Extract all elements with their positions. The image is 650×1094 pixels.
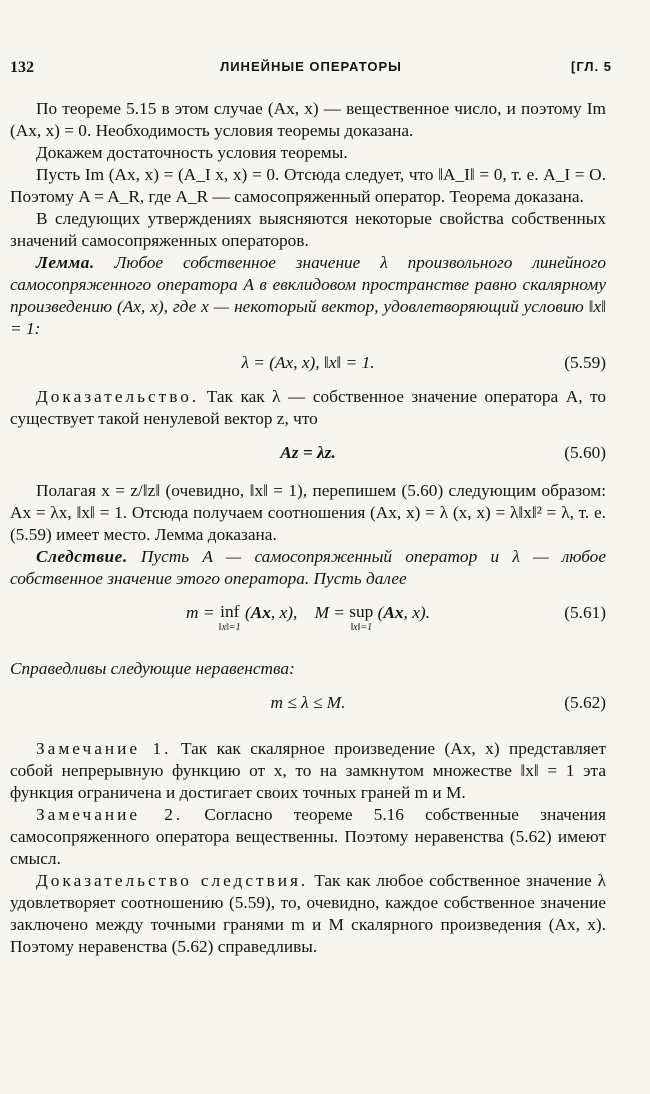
running-header [10, 57, 612, 79]
corollary-proof-text: Так как любое собственное значение λ удовлетворяет соотношению (5.59), то, очевидно, каждое собственное значение заключено между точными гранями m и M скалярного произведения (Ax, x). Поэтому неравенства (5.62) справедливы. [10, 871, 607, 956]
corollary-proof-label: Доказательство следствия. [36, 871, 309, 890]
lemma-label: Лемма. [36, 253, 95, 272]
equation-5-61 [10, 602, 606, 646]
remark-2 [10, 804, 606, 870]
corollary-label: Следствие. [36, 547, 128, 566]
remark-2-label: Замечание 2. [36, 805, 184, 824]
equation-5-62 [10, 692, 606, 714]
paragraph-4: В следующих утверждениях выясняются некоторые свойства собственных значений самосопряженных операторов. [10, 209, 606, 250]
running-title: ЛИНЕЙНЫЕ ОПЕРАТОРЫ [220, 59, 402, 74]
proof-text: Так как λ — собственное значение оператора A, то существует такой ненулевой вектор z, что [10, 387, 606, 428]
remark-1-text: Так как скалярное произведение (Ax, x) представляет собой непрерывную функцию от x, то на замкнутом множестве ‖x‖ = 1 эта функция ограничена и достигает своих точных граней m и M. [10, 739, 606, 802]
lemma-proof [10, 386, 606, 430]
corollary [10, 546, 606, 590]
corollary-text: Пусть A — самосопряженный оператор и λ — любое собственное значение этого оператора. Пусть далее [10, 547, 606, 588]
page-number: 132 [10, 59, 34, 76]
equation-formula: Az = λz. [280, 443, 336, 462]
proof-label: Доказательство. [36, 387, 200, 406]
equation-formula: m = inf ‖x‖=1 (Ax, x), M = sup ‖x‖=1 (Ax, x). [186, 602, 430, 633]
equation-5-60 [10, 442, 606, 464]
paragraph-3: Пусть Im (Ax, x) = (A_I x, x) = 0. Отсюда следует, что ‖A_I‖ = 0, т. е. A_I = O. Поэтому A = A_R, где A_R — самосопряженный оператор. Теорема доказана. [10, 165, 606, 206]
lemma [10, 252, 606, 340]
remark-1-label: Замечание 1. [36, 739, 172, 758]
remark-1 [10, 738, 606, 804]
equation-number: (5.62) [564, 693, 606, 712]
sup-subscript: ‖x‖=1 [350, 622, 373, 633]
chapter-marker: [ГЛ. 5 [571, 59, 612, 74]
corollary-proof [10, 870, 606, 958]
page-body [10, 98, 606, 958]
equation-number: (5.60) [564, 443, 606, 462]
paragraph-1: По теореме 5.15 в этом случае (Ax, x) — вещественное число, и поэтому Im (Ax, x) = 0. Необходимость условия теоремы доказана. [10, 99, 606, 140]
inf-subscript: ‖x‖=1 [218, 622, 241, 633]
equation-formula: λ = (Ax, x), ‖x‖ = 1. [241, 353, 375, 372]
equation-formula: m ≤ λ ≤ M. [270, 693, 346, 712]
equation-number: (5.59) [564, 353, 606, 372]
paragraph-2: Докажем достаточность условия теоремы. [36, 143, 348, 162]
equation-5-59 [10, 352, 606, 374]
paragraph-after-5-60: Полагая x = z/‖z‖ (очевидно, ‖x‖ = 1), перепишем (5.60) следующим образом: Ax = λx, ‖x‖ = 1. Отсюда получаем соотношения (Ax, x) = λ (x, x) = λ‖x‖² = λ, т. е. (5.59) имеет место. Лемма доказана. [10, 481, 606, 544]
equation-number: (5.61) [564, 603, 606, 622]
lemma-text: Любое собственное значение λ произвольного линейного самосопряженного оператора A в евклидовом пространстве равно скалярному произведению (Ax, x), где x — некоторый вектор, удовлетворяющий условию ‖x‖ = 1: [10, 253, 606, 338]
inequality-intro: Справедливы следующие неравенства: [10, 659, 295, 678]
remark-2-text: Согласно теореме 5.16 собственные значения самосопряженного оператора вещественны. Поэтому неравенства (5.62) имеют смысл. [10, 805, 606, 868]
